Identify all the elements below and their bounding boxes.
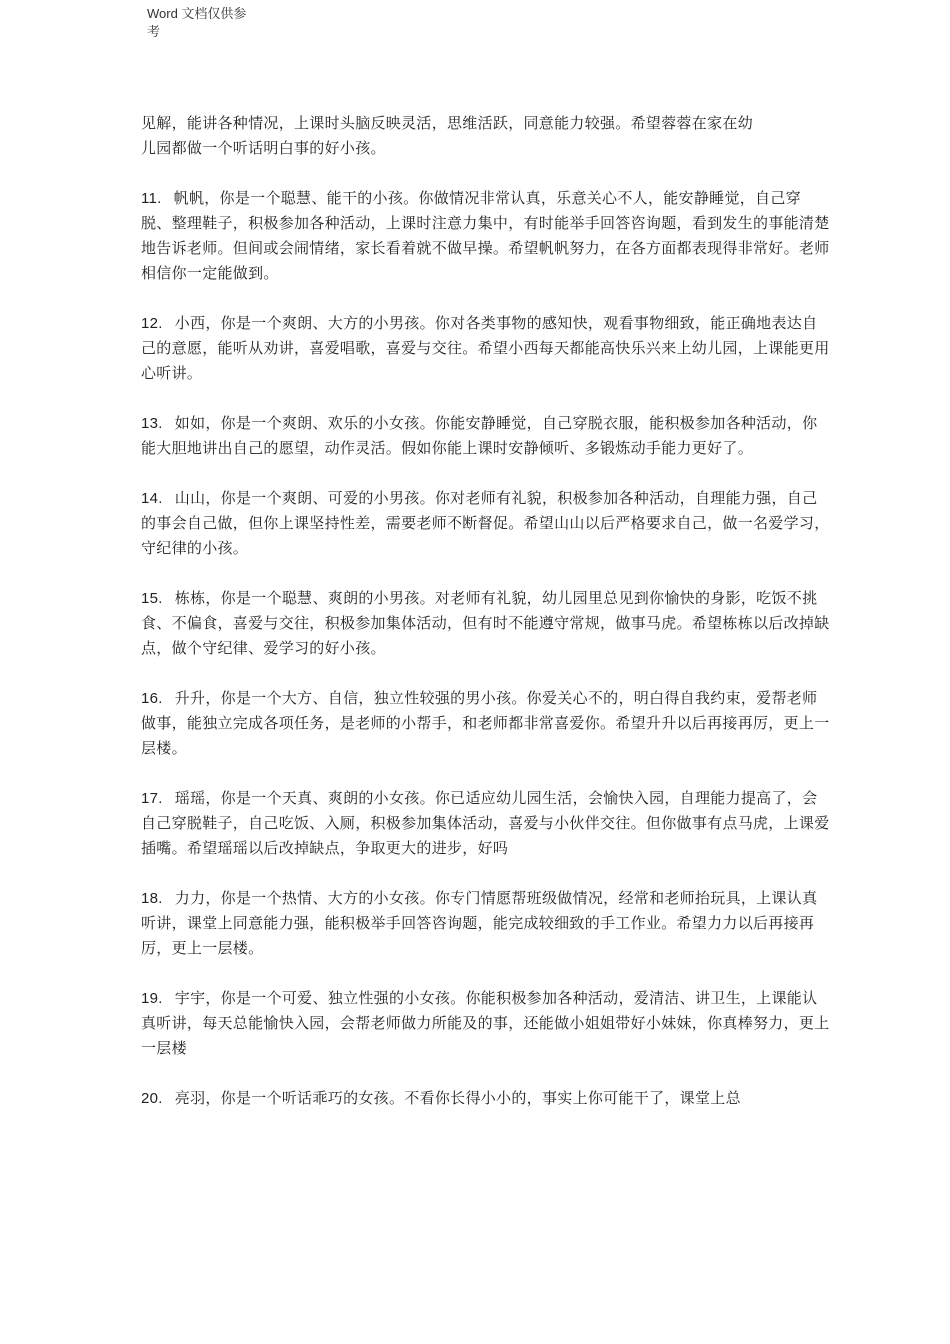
- item-number: 20.: [141, 1090, 163, 1107]
- header-line-2: 考: [147, 24, 161, 39]
- intro-line-1: 见解，能讲各种情况，上课时头脑反映灵活，思维活跃，同意能力较强。希望蓉蓉在家在幼: [141, 114, 754, 132]
- document-body: [141, 111, 831, 1136]
- item-text: 如如，你是一个爽朗、欢乐的小女孩。你能安静睡觉，自己穿脱衣服，能积极参加各种活动，你能大胆地讲出自己的愿望，动作灵活。假如你能上课时安静倾听、多锻炼动手能力更好了。: [141, 414, 818, 457]
- item-number: 15.: [141, 590, 163, 607]
- intro-paragraph: [141, 111, 831, 161]
- item-text: 小西，你是一个爽朗、大方的小男孩。你对各类事物的感知快，观看事物细致，能正确地表达自己的意愿，能听从劝讲，喜爱唱歌，喜爱与交往。希望小西每天都能高快乐兴来上幼儿园，上课能更用心听讲。: [141, 314, 830, 382]
- item-number: 16.: [141, 690, 163, 707]
- item-number: 19.: [141, 990, 163, 1007]
- list-item: [141, 586, 831, 661]
- item-text: 宇宇，你是一个可爱、独立性强的小女孩。你能积极参加各种活动，爱清洁、讲卫生，上课能认真听讲，每天总能愉快入园，会帮老师做力所能及的事，还能做小姐姐带好小妹妹，你真棒努力，更上一层楼: [141, 989, 830, 1057]
- list-item: [141, 686, 831, 761]
- item-text: 山山，你是一个爽朗、可爱的小男孩。你对老师有礼貌，积极参加各种活动，自理能力强，自己的事会自己做，但你上课坚持性差，需要老师不断督促。希望山山以后严格要求自己，做一名爱学习，守纪律的小孩。: [141, 489, 830, 557]
- list-item: [141, 1086, 831, 1111]
- item-number: 11.: [141, 190, 162, 207]
- item-number: 18.: [141, 890, 163, 907]
- item-text: 瑶瑶，你是一个天真、爽朗的小女孩。你已适应幼儿园生活，会愉快入园，自理能力提高了，会自己穿脱鞋子，自己吃饭、入厕，积极参加集体活动，喜爱与小伙伴交往。但你做事有点马虎，上课爱插嘴。希望瑶瑶以后改掉缺点，争取更大的进步，好吗: [141, 789, 830, 857]
- list-item: [141, 986, 831, 1061]
- item-text: 升升，你是一个大方、自信，独立性较强的男小孩。你爱关心不的，明白得自我约束，爱帮老师做事，能独立完成各项任务，是老师的小帮手，和老师都非常喜爱你。希望升升以后再接再厉，更上一层楼。: [141, 689, 830, 757]
- intro-line-2: 儿园都做一个听话明白事的好小孩。: [141, 139, 386, 157]
- page-header: [147, 5, 267, 41]
- item-number: 17.: [141, 790, 163, 807]
- item-text: 力力，你是一个热情、大方的小女孩。你专门情愿帮班级做情况，经常和老师抬玩具，上课认真听讲，课堂上同意能力强，能积极举手回答咨询题，能完成较细致的手工作业。希望力力以后再接再厉，更上一层楼。: [141, 889, 818, 957]
- header-line-1: Word 文档仅供参: [147, 6, 247, 21]
- list-item: [141, 186, 831, 286]
- list-item: [141, 786, 831, 861]
- item-text: 帆帆，你是一个聪慧、能干的小孩。你做情况非常认真，乐意关心不人，能安静睡觉，自己穿脱、整理鞋子，积极参加各种活动，上课时注意力集中，有时能举手回答咨询题，看到发生的事能清楚地告诉老师。但间或会闹情绪，家长看着就不做早操。希望帆帆努力，在各方面都表现得非常好。老师相信你一定能做到。: [141, 189, 830, 282]
- list-item: [141, 886, 831, 961]
- item-number: 13.: [141, 415, 163, 432]
- item-number: 12.: [141, 315, 163, 332]
- item-text: 亮羽，你是一个听话乖巧的女孩。不看你长得小小的，事实上你可能干了，课堂上总: [174, 1089, 741, 1107]
- list-item: [141, 311, 831, 386]
- list-item: [141, 486, 831, 561]
- list-item: [141, 411, 831, 461]
- item-number: 14.: [141, 490, 163, 507]
- item-text: 栋栋，你是一个聪慧、爽朗的小男孩。对老师有礼貌，幼儿园里总见到你愉快的身影，吃饭不挑食、不偏食，喜爱与交往，积极参加集体活动，但有时不能遵守常规，做事马虎。希望栋栋以后改掉缺点，做个守纪律、爱学习的好小孩。: [141, 589, 830, 657]
